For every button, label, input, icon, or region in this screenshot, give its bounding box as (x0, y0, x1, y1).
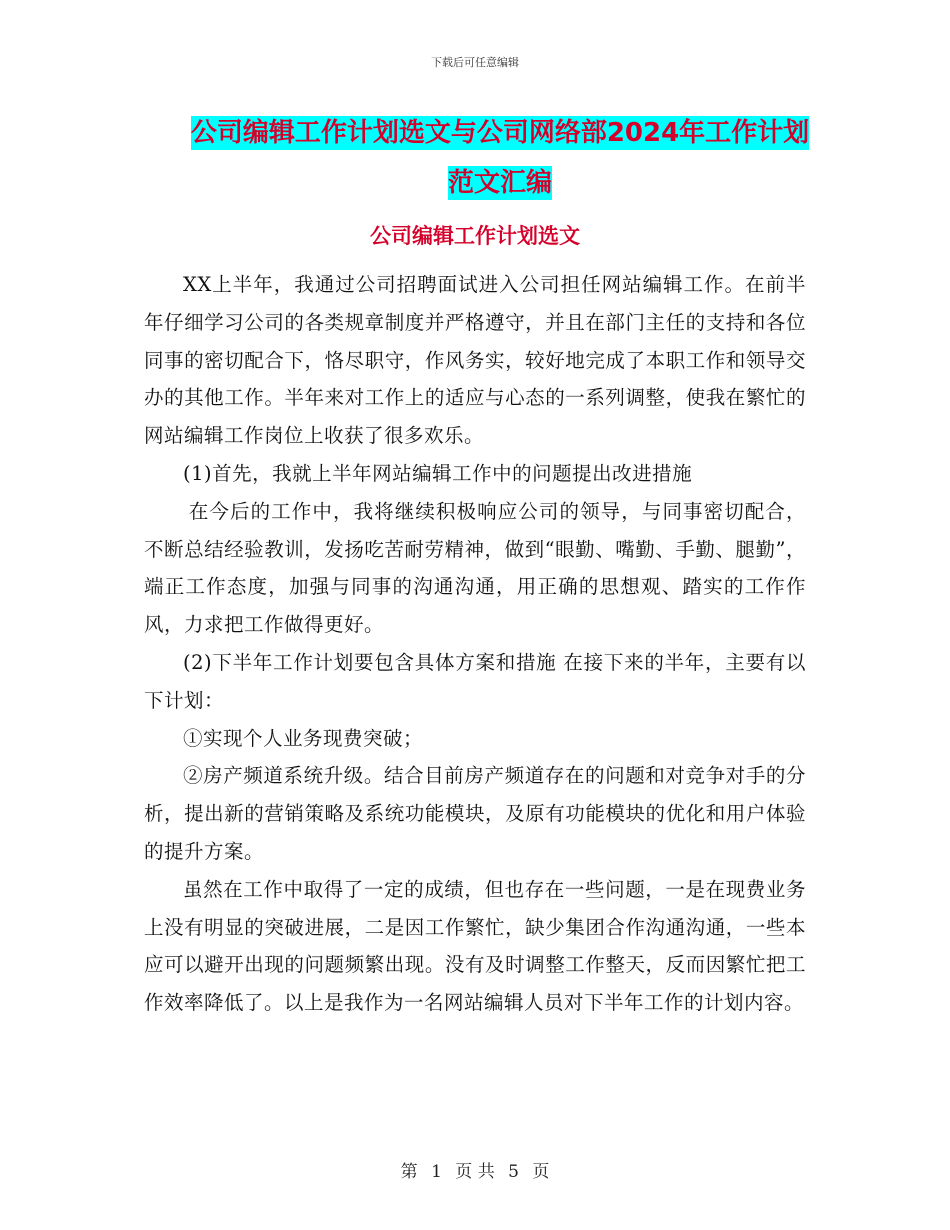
footer-prefix: 第 (400, 1162, 418, 1182)
paragraph-summary: 虽然在工作中取得了一定的成绩，但也存在一些问题，一是在现费业务上没有明显的突破进展，二是因工作繁忙，缺少集团合作沟通沟通，一些本应可以避开出现的问题频繁出现。没有及时调整工作整天，反而因繁忙把工作效率降低了。以上是我作为一名网站编辑人员对下半年工作的计划内容。 (144, 877, 806, 1015)
document-title (140, 108, 860, 208)
paragraph-heading-2: (2)下半年工作计划要包含具体方案和措施 在接下来的半年，主要有以下计划： (144, 650, 806, 712)
document-title-line-2: 范文汇编 (447, 168, 552, 198)
page-footer (0, 1157, 950, 1182)
footer-total-pages: 5 (508, 1162, 519, 1182)
paragraph-plan-item-1: ①实现个人业务现费突破； (183, 726, 424, 750)
page-header-note: 下载后可任意编辑 (431, 56, 519, 69)
footer-suffix: 页 (532, 1162, 550, 1182)
footer-middle: 页 共 (455, 1162, 495, 1182)
section-title: 公司编辑工作计划选文 (370, 224, 580, 248)
paragraph-improvements: 在今后的工作中，我将继续积极响应公司的领导，与同事密切配合，不断总结经验教训，发扬吃苦耐劳精神，做到“眼勤、嘴勤、手勤、腿勤”，端正工作态度，加强与同事的沟通沟通，用正确的思想观、踏实的工作作风，力求把工作做得更好。 (144, 499, 806, 637)
document-body (144, 266, 806, 1022)
paragraph-intro: XX上半年，我通过公司招聘面试进入公司担任网站编辑工作。在前半年仔细学习公司的各类规章制度并严格遵守，并且在部门主任的支持和各位同事的密切配合下，恪尽职守，作风务实，较好地完成了本职工作和领导交办的其他工作。半年来对工作上的适应与心态的一系列调整，使我在繁忙的网站编辑工作岗位上收获了很多欢乐。 (144, 273, 806, 448)
paragraph-heading-1: (1)首先，我就上半年网站编辑工作中的问题提出改进措施 (183, 461, 693, 485)
footer-page-number: 1 (431, 1162, 442, 1182)
paragraph-plan-item-2: ②房产频道系统升级。结合目前房产频道存在的问题和对竞争对手的分析，提出新的营销策略及系统功能模块，及原有功能模块的优化和用户体验的提升方案。 (144, 764, 806, 863)
document-title-line-1: 公司编辑工作计划选文与公司网络部2024年工作计划 (190, 118, 810, 148)
